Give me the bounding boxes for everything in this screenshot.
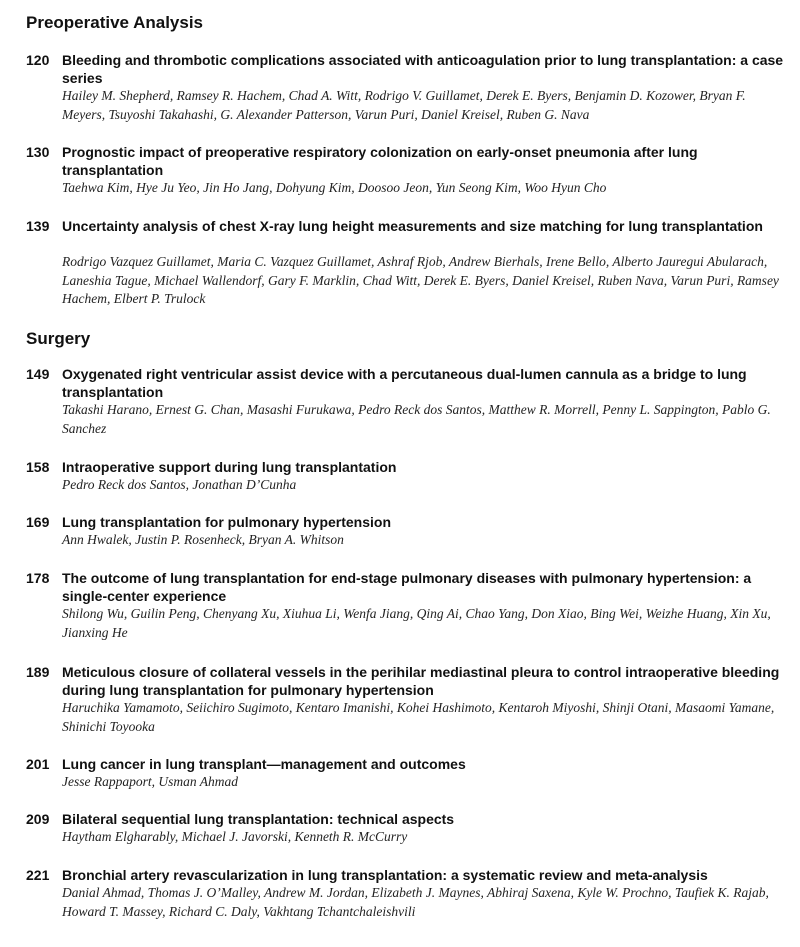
article-title[interactable]: Bilateral sequential lung transplantation: technical aspects xyxy=(62,811,455,827)
article-authors: Jesse Rappaport, Usman Ahmad xyxy=(62,774,238,789)
section-heading-surgery: Surgery xyxy=(26,329,91,348)
article-title[interactable]: Bleeding and thrombotic complications associated with anticoagulation prior to lung transplantation: a case series xyxy=(62,52,784,86)
article-authors: Haruchika Yamamoto, Seiichiro Sugimoto, Kentaro Imanishi, Kohei Hashimoto, Kentaroh Miyoshi, Shinji Otani, Masaomi Yamane, Shinichi Toyooka xyxy=(62,700,775,734)
article-authors: Takashi Harano, Ernest G. Chan, Masashi Furukawa, Pedro Reck dos Santos, Matthew R. Morrell, Penny L. Sappington, Pablo G. Sanchez xyxy=(62,402,771,436)
article-authors: Pedro Reck dos Santos, Jonathan D’Cunha xyxy=(62,477,297,492)
page-number: 130 xyxy=(26,144,50,160)
article-title[interactable]: Intraoperative support during lung transplantation xyxy=(62,459,397,475)
page-number: 178 xyxy=(26,570,50,586)
article-title[interactable]: Lung cancer in lung transplant—management and outcomes xyxy=(62,756,466,772)
section-heading-preoperative-analysis: Preoperative Analysis xyxy=(26,13,204,32)
article-title[interactable]: Oxygenated right ventricular assist device with a percutaneous dual-lumen cannula as a bridge to lung transplantation xyxy=(62,366,747,400)
article-authors: Ann Hwalek, Justin P. Rosenheck, Bryan A. Whitson xyxy=(62,532,344,547)
page-number: 120 xyxy=(26,52,50,68)
page-number: 209 xyxy=(26,811,50,827)
page-number: 189 xyxy=(26,664,50,680)
article-authors: Shilong Wu, Guilin Peng, Chenyang Xu, Xiuhua Li, Wenfa Jiang, Qing Ai, Chao Yang, Don Xiao, Bing Wei, Weizhe Huang, Xin Xu, Jianxing He xyxy=(62,606,771,640)
page-number: 169 xyxy=(26,514,50,530)
page-number: 158 xyxy=(26,459,50,475)
article-authors: Taehwa Kim, Hye Ju Yeo, Jin Ho Jang, Dohyung Kim, Doosoo Jeon, Yun Seong Kim, Woo Hyun Cho xyxy=(62,180,607,195)
page-number: 149 xyxy=(26,366,50,382)
article-title[interactable]: Meticulous closure of collateral vessels in the perihilar mediastinal pleura to control intraoperative bleeding during lung transplantation for pulmonary hypertension xyxy=(62,664,780,698)
page-number: 221 xyxy=(26,867,50,883)
article-title[interactable]: The outcome of lung transplantation for end-stage pulmonary diseases with pulmonary hypertension: a single-center experience xyxy=(62,570,752,604)
article-authors: Hailey M. Shepherd, Ramsey R. Hachem, Chad A. Witt, Rodrigo V. Guillamet, Derek E. Byers, Benjamin D. Kozower, Bryan F. Meyers, Tsuyoshi Takahashi, G. Alexander Patterson, Varun Puri, Daniel Kreisel, Ruben G. Nava xyxy=(62,88,746,122)
page-number: 139 xyxy=(26,218,50,234)
article-title[interactable]: Prognostic impact of preoperative respiratory colonization on early-onset pneumonia after lung transplantation xyxy=(62,144,698,178)
article-authors: Haytham Elgharably, Michael J. Javorski, Kenneth R. McCurry xyxy=(62,829,408,844)
article-authors: Danial Ahmad, Thomas J. O’Malley, Andrew M. Jordan, Elizabeth J. Maynes, Abhiraj Saxena, Kyle W. Prochno, Taufiek K. Rajab, Howard T. Massey, Richard C. Daly, Vakhtang Tchantchaleishvili xyxy=(62,885,769,919)
article-title[interactable]: Bronchial artery revascularization in lung transplantation: a systematic review and meta-analysis xyxy=(62,867,708,883)
page-number: 201 xyxy=(26,756,50,772)
article-authors: Rodrigo Vazquez Guillamet, Maria C. Vazquez Guillamet, Ashraf Rjob, Andrew Bierhals, Irene Bello, Alberto Jauregui Abularach, Laneshia Tague, Michael Wallendorf, Gary F. Marklin, Chad Witt, Derek E. Byers, Daniel Kreisel, Ruben Nava, Varun Puri, Ramsey Hachem, Elbert P. Trulock xyxy=(62,254,779,306)
article-title[interactable]: Uncertainty analysis of chest X-ray lung height measurements and size matching for lung transplantation xyxy=(62,218,763,234)
article-title[interactable]: Lung transplantation for pulmonary hypertension xyxy=(62,514,392,530)
